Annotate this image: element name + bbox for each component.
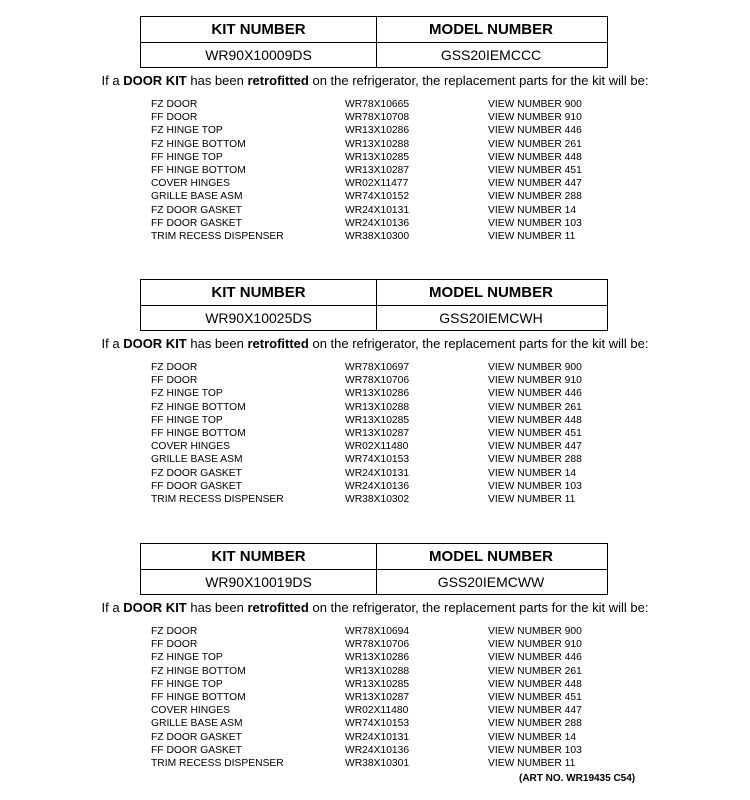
retrofit-notice: If a DOOR KIT has been retrofitted on the refrigerator, the replacement parts for the kit will be: xyxy=(101,73,649,88)
part-description: FF HINGE BOTTOM xyxy=(151,691,246,703)
part-row xyxy=(0,427,750,440)
view-number: VIEW NUMBER 261 xyxy=(488,138,582,150)
model-number-header: MODEL NUMBER xyxy=(429,21,553,38)
kit-number-header: KIT NUMBER xyxy=(211,21,306,38)
part-description: TRIM RECESS DISPENSER xyxy=(151,230,284,242)
part-number: WR24X10131 xyxy=(345,204,410,216)
kit-number-value: WR90X10009DS xyxy=(205,47,312,63)
part-description: GRILLE BASE ASM xyxy=(151,454,243,466)
view-number: VIEW NUMBER 261 xyxy=(488,401,582,413)
part-description: FF DOOR GASKET xyxy=(151,744,242,756)
view-number: VIEW NUMBER 11 xyxy=(488,230,576,242)
view-number: VIEW NUMBER 451 xyxy=(488,164,582,176)
part-number: WR02X11480 xyxy=(345,705,409,717)
view-number: VIEW NUMBER 446 xyxy=(488,652,582,664)
part-row xyxy=(0,638,750,651)
part-description: FF DOOR xyxy=(151,112,198,124)
view-number: VIEW NUMBER 910 xyxy=(488,112,582,124)
part-number: WR13X10288 xyxy=(345,665,410,677)
part-description: FZ HINGE TOP xyxy=(151,652,223,664)
part-row xyxy=(0,124,750,137)
part-description: TRIM RECESS DISPENSER xyxy=(151,757,284,769)
part-number: WR74X10153 xyxy=(345,454,410,466)
view-number: VIEW NUMBER 103 xyxy=(488,480,582,492)
part-row xyxy=(0,361,750,374)
part-number: WR74X10153 xyxy=(345,718,410,730)
part-row xyxy=(0,651,750,664)
parts-list xyxy=(0,625,750,770)
part-number: WR13X10287 xyxy=(345,427,410,439)
part-description: FZ HINGE BOTTOM xyxy=(151,138,246,150)
view-number: VIEW NUMBER 14 xyxy=(488,467,577,479)
part-description: COVER HINGES xyxy=(151,705,230,717)
part-row xyxy=(0,678,750,691)
part-number: WR02X11480 xyxy=(345,441,409,453)
part-number: WR24X10131 xyxy=(345,467,410,479)
parts-list xyxy=(0,361,750,506)
kit-number-header: KIT NUMBER xyxy=(211,284,306,301)
part-number: WR13X10286 xyxy=(345,125,410,137)
part-row xyxy=(0,440,750,453)
part-description: FZ HINGE BOTTOM xyxy=(151,665,246,677)
part-description: FZ DOOR xyxy=(151,626,198,637)
view-number: VIEW NUMBER 900 xyxy=(488,362,582,373)
part-description: GRILLE BASE ASM xyxy=(151,191,243,203)
part-number: WR74X10152 xyxy=(345,191,410,203)
view-number: VIEW NUMBER 103 xyxy=(488,744,582,756)
parts-list xyxy=(0,98,750,243)
part-row xyxy=(0,387,750,400)
part-number: WR24X10136 xyxy=(345,480,410,492)
part-description: FF HINGE TOP xyxy=(151,678,223,690)
part-description: FZ DOOR xyxy=(151,362,198,373)
part-description: FF HINGE TOP xyxy=(151,414,223,426)
kit-table xyxy=(140,543,608,595)
part-row xyxy=(0,704,750,717)
part-description: FF DOOR GASKET xyxy=(151,217,242,229)
part-row xyxy=(0,744,750,757)
kit-table xyxy=(140,16,608,68)
view-number: VIEW NUMBER 288 xyxy=(488,454,582,466)
view-number: VIEW NUMBER 900 xyxy=(488,99,582,110)
part-number: WR38X10302 xyxy=(345,493,410,505)
part-row xyxy=(0,190,750,203)
part-row xyxy=(0,467,750,480)
view-number: VIEW NUMBER 451 xyxy=(488,691,582,703)
part-description: FZ DOOR xyxy=(151,99,198,110)
view-number: VIEW NUMBER 447 xyxy=(488,705,582,717)
part-row xyxy=(0,151,750,164)
view-number: VIEW NUMBER 14 xyxy=(488,204,577,216)
part-row xyxy=(0,414,750,427)
model-number-value: GSS20IEMCCC xyxy=(440,47,542,63)
part-row xyxy=(0,138,750,151)
kit-number-value: WR90X10025DS xyxy=(205,310,312,326)
part-number: WR24X10136 xyxy=(345,217,410,229)
part-row xyxy=(0,665,750,678)
part-number: WR78X10706 xyxy=(345,639,410,651)
part-number: WR78X10706 xyxy=(345,375,410,387)
part-description: COVER HINGES xyxy=(151,178,230,190)
part-row xyxy=(0,480,750,493)
model-number-value: GSS20IEMCWW xyxy=(437,574,545,590)
view-number: VIEW NUMBER 910 xyxy=(488,375,582,387)
part-number: WR78X10697 xyxy=(345,362,410,373)
view-number: VIEW NUMBER 11 xyxy=(488,493,576,505)
view-number: VIEW NUMBER 446 xyxy=(488,125,582,137)
part-row xyxy=(0,731,750,744)
view-number: VIEW NUMBER 910 xyxy=(488,639,582,651)
part-number: WR13X10288 xyxy=(345,401,410,413)
part-row xyxy=(0,453,750,466)
view-number: VIEW NUMBER 447 xyxy=(488,178,582,190)
part-number: WR24X10131 xyxy=(345,731,410,743)
kit-table xyxy=(140,279,608,331)
part-description: FZ HINGE TOP xyxy=(151,388,223,400)
view-number: VIEW NUMBER 446 xyxy=(488,388,582,400)
part-number: WR13X10285 xyxy=(345,151,410,163)
model-number-header: MODEL NUMBER xyxy=(429,284,553,301)
part-description: FZ HINGE TOP xyxy=(151,125,223,137)
part-description: FZ DOOR GASKET xyxy=(151,467,242,479)
part-row xyxy=(0,177,750,190)
part-description: FF DOOR xyxy=(151,375,198,387)
retrofit-notice: If a DOOR KIT has been retrofitted on the refrigerator, the replacement parts for the kit will be: xyxy=(101,336,649,351)
view-number: VIEW NUMBER 103 xyxy=(488,217,582,229)
part-number: WR38X10301 xyxy=(345,757,410,769)
part-number: WR78X10694 xyxy=(345,626,410,637)
part-number: WR13X10286 xyxy=(345,652,410,664)
model-number-header: MODEL NUMBER xyxy=(429,548,553,565)
part-description: FF HINGE TOP xyxy=(151,151,223,163)
kit-number-value: WR90X10019DS xyxy=(205,574,312,590)
view-number: VIEW NUMBER 261 xyxy=(488,665,582,677)
part-description: FZ DOOR GASKET xyxy=(151,204,242,216)
part-number: WR13X10287 xyxy=(345,691,410,703)
part-number: WR13X10285 xyxy=(345,678,410,690)
view-number: VIEW NUMBER 451 xyxy=(488,427,582,439)
part-row xyxy=(0,111,750,124)
view-number: VIEW NUMBER 288 xyxy=(488,191,582,203)
view-number: VIEW NUMBER 14 xyxy=(488,731,577,743)
retrofit-notice: If a DOOR KIT has been retrofitted on the refrigerator, the replacement parts for the kit will be: xyxy=(101,600,649,615)
part-description: GRILLE BASE ASM xyxy=(151,718,243,730)
part-row xyxy=(0,217,750,230)
part-number: WR13X10287 xyxy=(345,164,410,176)
part-number: WR78X10708 xyxy=(345,112,410,124)
part-row xyxy=(0,401,750,414)
part-row xyxy=(0,164,750,177)
part-description: FZ DOOR GASKET xyxy=(151,731,242,743)
part-row xyxy=(0,691,750,704)
part-row xyxy=(0,98,750,111)
view-number: VIEW NUMBER 448 xyxy=(488,151,582,163)
part-description: COVER HINGES xyxy=(151,441,230,453)
part-number: WR13X10286 xyxy=(345,388,410,400)
view-number: VIEW NUMBER 448 xyxy=(488,414,582,426)
part-number: WR13X10288 xyxy=(345,138,410,150)
part-description: FF DOOR xyxy=(151,639,198,651)
part-description: TRIM RECESS DISPENSER xyxy=(151,493,284,505)
part-row xyxy=(0,374,750,387)
model-number-value: GSS20IEMCWH xyxy=(439,310,543,326)
part-description: FF HINGE BOTTOM xyxy=(151,427,246,439)
part-description: FF DOOR GASKET xyxy=(151,480,242,492)
view-number: VIEW NUMBER 11 xyxy=(488,757,576,769)
part-number: WR24X10136 xyxy=(345,744,410,756)
view-number: VIEW NUMBER 288 xyxy=(488,718,582,730)
part-row xyxy=(0,717,750,730)
view-number: VIEW NUMBER 448 xyxy=(488,678,582,690)
part-number: WR78X10665 xyxy=(345,99,410,110)
kit-number-header: KIT NUMBER xyxy=(211,548,306,565)
part-row xyxy=(0,625,750,638)
part-number: WR13X10285 xyxy=(345,414,410,426)
view-number: VIEW NUMBER 900 xyxy=(488,626,582,637)
part-row xyxy=(0,493,750,506)
part-description: FZ HINGE BOTTOM xyxy=(151,401,246,413)
part-row xyxy=(0,230,750,243)
part-row xyxy=(0,757,750,770)
part-number: WR38X10300 xyxy=(345,230,410,242)
part-description: FF HINGE BOTTOM xyxy=(151,164,246,176)
part-row xyxy=(0,204,750,217)
view-number: VIEW NUMBER 447 xyxy=(488,441,582,453)
art-number: (ART NO. WR19435 C54) xyxy=(519,773,636,784)
part-number: WR02X11477 xyxy=(345,178,409,190)
